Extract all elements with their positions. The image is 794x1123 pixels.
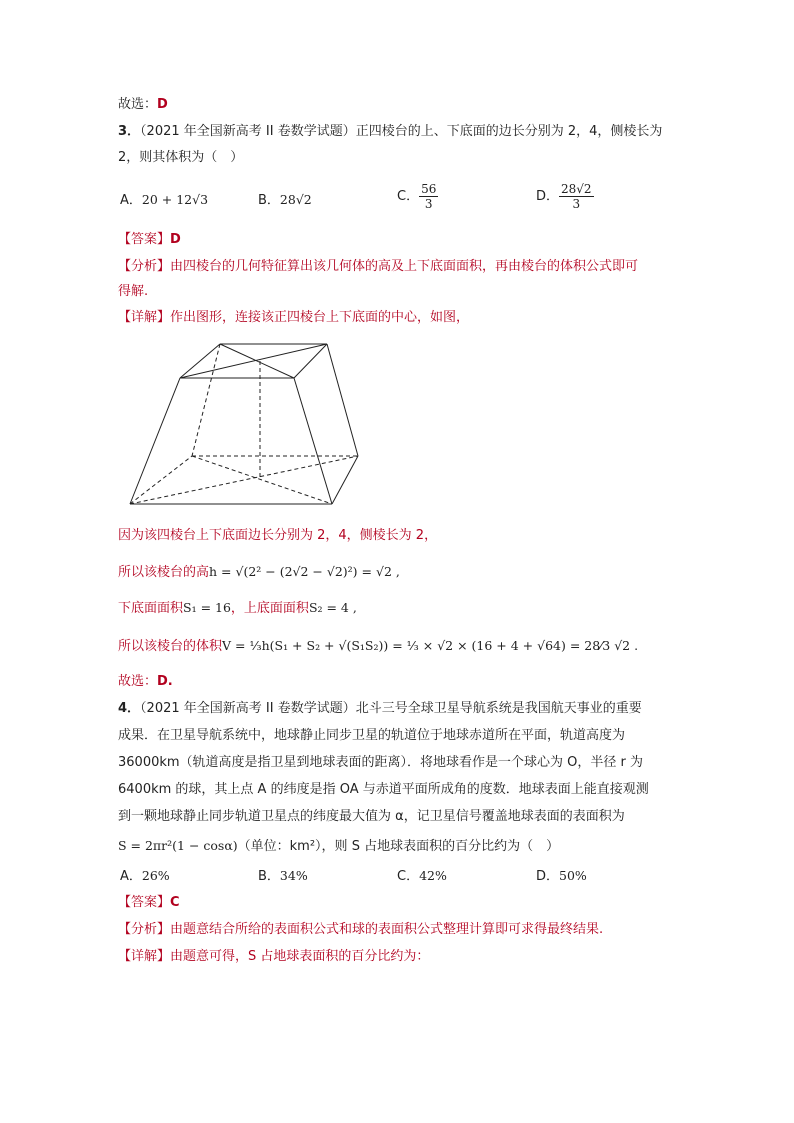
frustum-figure [120, 336, 360, 511]
option-letter: A． [120, 193, 142, 208]
analysis-label: 【分析】 [118, 259, 171, 274]
q3-option-b [258, 190, 312, 211]
q3-option-d [536, 182, 594, 211]
q4-stem-line-2: 成果．在卫星导航系统中，地球静止同步卫星的轨道位于地球赤道所在平面，轨道高度为 [118, 728, 626, 743]
q4-option-c [397, 866, 447, 887]
volume-formula: V = ⅓h(S₁ + S₂ + √(S₁S₂)) = ⅓ × √2 × (16 + 4 + √64) = 28⁄3 √2 . [222, 638, 639, 653]
fraction-denominator: 3 [572, 197, 581, 211]
bottom-diagonal-2 [192, 456, 332, 504]
q3-detail [118, 308, 469, 328]
q4-option-a [120, 866, 170, 887]
q3-answer [118, 230, 181, 250]
conclusion-answer: D [157, 97, 168, 112]
q2-conclusion [118, 95, 168, 115]
solution-text: 下底面面积 [118, 601, 184, 616]
option-text: 34% [279, 868, 308, 883]
conclusion-prefix: 故选： [118, 97, 158, 112]
option-letter: C． [397, 189, 420, 204]
q4-stem-line-1 [118, 699, 642, 719]
question-number: 4． [118, 701, 141, 716]
question-text: 北斗三号全球卫星导航系统是我国航天事业的重要 [355, 701, 642, 716]
detail-label: 【详解】 [118, 310, 171, 325]
lateral-edge-back-right [327, 344, 358, 456]
top-diagonal-2 [180, 344, 327, 378]
q4-analysis [118, 920, 603, 940]
top-area-formula: S₂ = 4 , [308, 600, 357, 615]
q3-conclusion [118, 672, 173, 692]
answer-label: 【答案】 [118, 232, 171, 247]
fraction-denominator: 3 [424, 197, 433, 211]
conclusion-answer: D. [157, 674, 173, 689]
q4-stem-line-4: 6400km 的球，其上点 A 的纬度是指 OA 与赤道平面所成角的度数．地球表面上能直接观测 [118, 782, 649, 797]
analysis-text: 由四棱台的几何特征算出该几何体的高及上下底面面积，再由棱台的体积公式即可 [170, 259, 639, 274]
q3-option-a [120, 190, 208, 211]
option-fraction [559, 182, 594, 211]
bottom-area-formula: S₁ = 16 [183, 600, 231, 615]
option-text: 20 + 12√3 [141, 192, 209, 207]
answer-value: C [170, 895, 180, 910]
lateral-edge-front-right [294, 378, 332, 504]
answer-label: 【答案】 [118, 895, 171, 910]
option-letter: D． [536, 189, 560, 204]
question-source: （2021 年全国新高考 II 卷数学试题） [140, 701, 356, 716]
option-letter: C． [397, 869, 420, 884]
height-formula: h = √(2² − (2√2 − √2)²) = √2 , [209, 564, 400, 579]
q3-solution-line-2 [118, 562, 400, 583]
fraction-numerator: 28√2 [561, 182, 592, 196]
q4-answer [118, 893, 180, 913]
analysis-text: 由题意结合所给的表面积公式和球的表面积公式整理计算即可求得最终结果. [170, 922, 604, 937]
answer-value: D [170, 232, 181, 247]
q3-solution-line-4 [118, 636, 638, 657]
q3-solution-line-1: 因为该四棱台上下底面边长分别为 2，4，侧棱长为 2， [118, 528, 438, 543]
lateral-edge-back-left-hidden [192, 344, 220, 456]
top-diagonal-1 [220, 344, 294, 378]
q3-stem-line-2: 2，则其体积为（ ） [118, 150, 244, 165]
q4-stem-line-5: 到一颗地球静止同步轨道卫星点的纬度最大值为 α，记卫星信号覆盖地球表面的表面积为 [118, 809, 625, 824]
q4-detail [118, 947, 429, 967]
q3-option-c [397, 182, 438, 211]
option-text: 26% [141, 868, 170, 883]
option-text: 50% [559, 868, 587, 883]
bottom-edge-right [332, 456, 358, 504]
question-text: （单位：km²），则 S 占地球表面积的百分比约为（ ） [237, 839, 560, 854]
option-letter: B． [258, 193, 280, 208]
q3-analysis-line-1 [118, 257, 638, 277]
solution-text: ，上底面面积 [230, 601, 309, 616]
question-number: 3． [118, 124, 141, 139]
solution-text: 所以该棱台的高 [118, 565, 210, 580]
top-edge-right [294, 344, 327, 378]
q3-solution-line-3 [118, 598, 357, 619]
q4-stem-line-6 [118, 836, 559, 857]
fraction-numerator: 56 [421, 182, 437, 196]
detail-text: 由题意可得，S 占地球表面积的百分比约为： [170, 949, 430, 964]
option-letter: A． [120, 869, 142, 884]
bottom-diagonal-1 [130, 456, 358, 504]
conclusion-prefix: 故选： [118, 674, 158, 689]
option-text: 42% [419, 868, 447, 883]
q3-stem-line-1 [118, 122, 662, 142]
detail-label: 【详解】 [118, 949, 171, 964]
q4-option-d [536, 866, 587, 887]
question-source: （2021 年全国新高考 II 卷数学试题） [140, 124, 356, 139]
option-text: 28√2 [279, 192, 312, 207]
q3-analysis-line-2: 得解. [118, 284, 149, 299]
option-letter: B． [258, 869, 280, 884]
question-text: 正四棱台的上、下底面的边长分别为 2，4，侧棱长为 [355, 124, 663, 139]
solution-text: 所以该棱台的体积 [118, 639, 223, 654]
detail-text: 作出图形，连接该正四棱台上下底面的中心，如图， [170, 310, 470, 325]
option-letter: D． [536, 869, 560, 884]
q4-option-b [258, 866, 308, 887]
option-fraction [419, 182, 438, 211]
q4-stem-line-3: 36000km（轨道高度是指卫星到地球表面的距离）．将地球看作是一个球心为 O，半径 r 为 [118, 755, 644, 770]
coverage-formula: S = 2πr²(1 − cosα) [118, 838, 238, 853]
analysis-label: 【分析】 [118, 922, 171, 937]
